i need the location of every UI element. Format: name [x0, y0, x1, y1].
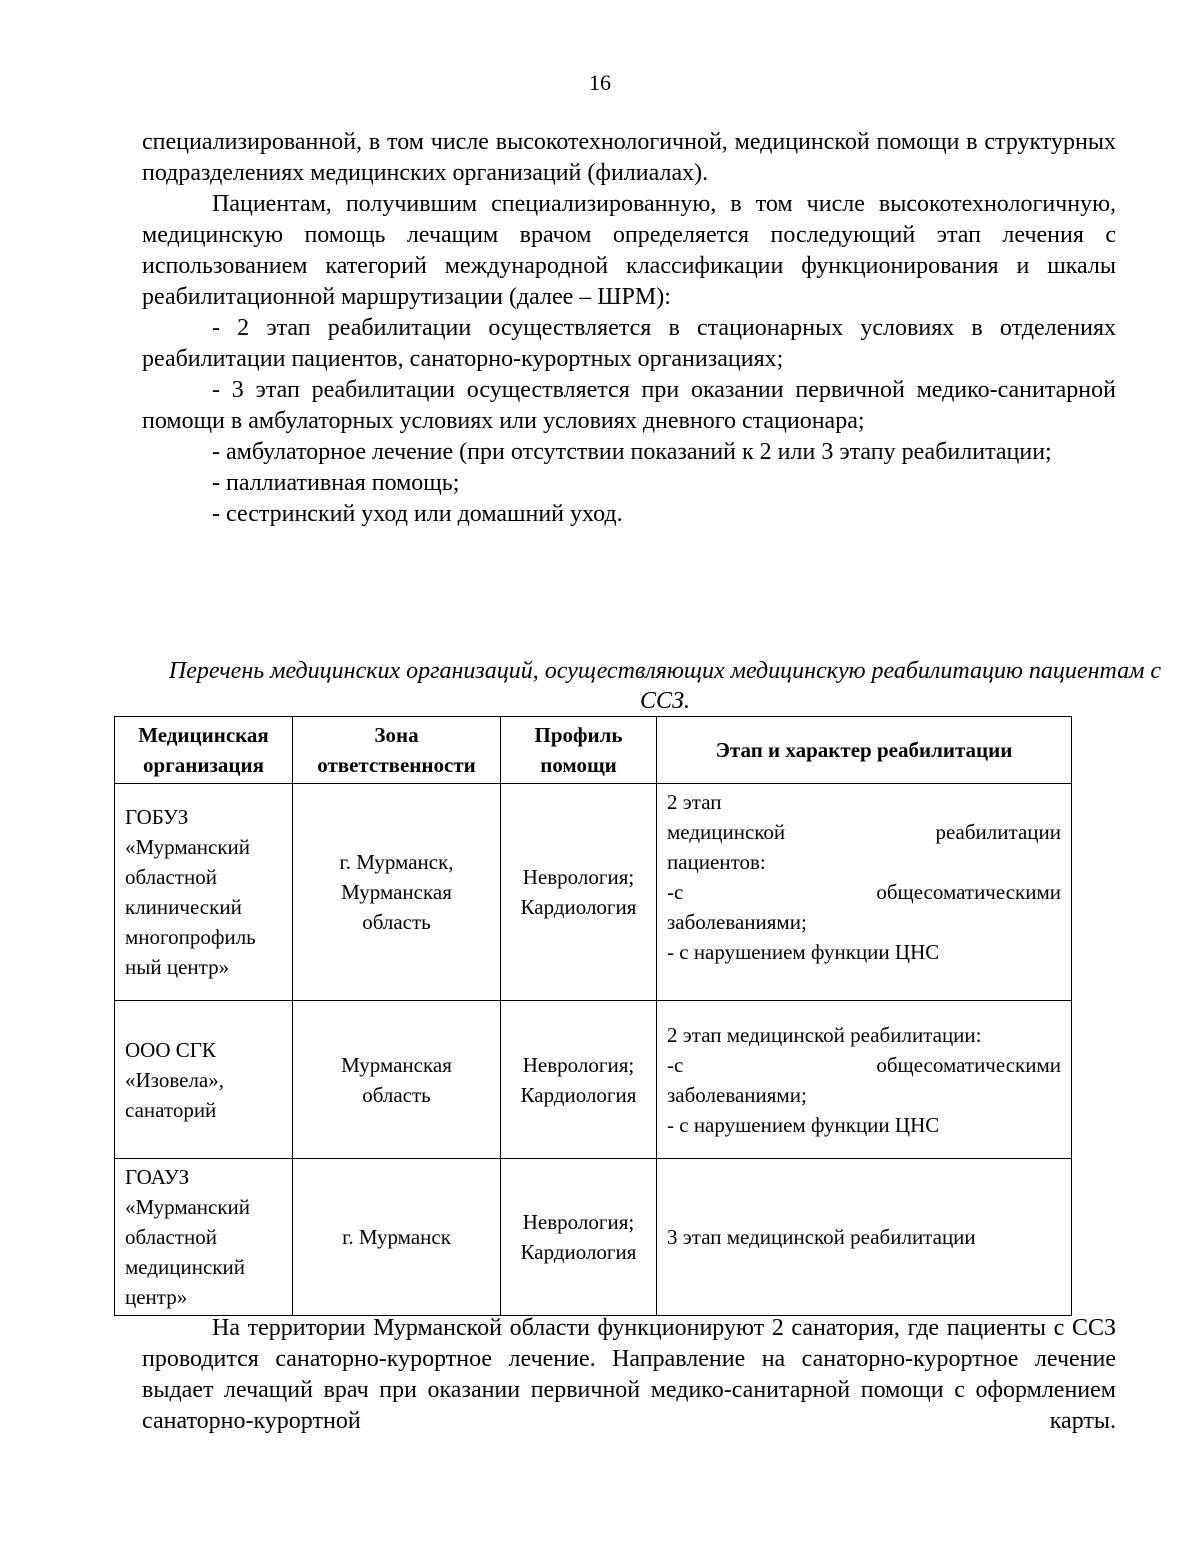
cell-profile [501, 784, 657, 1001]
cell-line: -с общесоматическими [667, 1052, 1061, 1077]
cell-line: область [362, 1082, 431, 1107]
cell-line: Неврология; [522, 1052, 635, 1077]
cell-line: Мурманская [341, 880, 452, 904]
list-item-nursing: - сестринский уход или домашний уход. [212, 501, 623, 527]
organizations-table [114, 716, 1072, 1316]
cell-profile [501, 1159, 657, 1316]
cell-line: Кардиология [520, 1240, 637, 1264]
cell-line: «Изовела», [125, 1067, 225, 1092]
cell-line: областной [125, 865, 217, 889]
cell-organization [115, 1159, 293, 1316]
cell-line: г. Мурманск, [339, 850, 454, 874]
cell-line: Неврология; [522, 865, 635, 889]
cell-line: ный центр» [125, 955, 230, 979]
cell-line: ГОБУЗ [125, 805, 189, 829]
cell-line: 2 этап [667, 790, 722, 814]
header-zone: Зона ответственности [293, 717, 501, 784]
cell-line: г. Мурманск [342, 1225, 451, 1249]
cell-line: «Мурманский [125, 835, 251, 859]
table-header-row [115, 717, 1072, 784]
cell-line: заболеваниями; [667, 910, 807, 934]
cell-zone [293, 1001, 501, 1159]
list-item-ambulatory: - амбулаторное лечение (при отсутствии показаний к 2 или 3 этапу реабилитации; [212, 439, 1052, 465]
table-row [115, 784, 1072, 1001]
cell-line: Кардиология [520, 1082, 637, 1107]
cell-line: Кардиология [520, 895, 637, 919]
paragraph-continuation: специализированной, в том числе высокотехнологичной, медицинской помощи в структурных подразделениях медицинских организаций (филиалах). [142, 129, 1116, 186]
cell-line: - с нарушением функции ЦНС [667, 940, 940, 964]
paragraph-patients: Пациентам, получившим специализированную, в том числе высокотехнологичную, медицинскую помощь лечащим врачом определяется последующий этап лечения с использованием категорий международной классификации функционирования и шкалы реабилитационной маршрутизации (далее – ШРМ): [142, 191, 1116, 310]
cell-line: санаторий [125, 1097, 217, 1122]
table-caption: Перечень медицинских организаций, осуществляющих медицинскую реабилитацию пациентам с ССЗ. [168, 658, 1162, 714]
cell-stage [657, 1159, 1072, 1316]
table-row [115, 1159, 1072, 1316]
header-profile: Профиль помощи [501, 717, 657, 784]
cell-line: 2 этап медицинской реабилитации: [667, 1022, 982, 1047]
header-organization: Медицинская организация [115, 717, 293, 784]
closing-text [142, 1313, 1116, 1437]
cell-zone [293, 784, 501, 1001]
cell-line: клинический [125, 895, 242, 919]
cell-stage [657, 1001, 1072, 1159]
list-item-palliative: - паллиативная помощь; [212, 470, 460, 496]
cell-line: Мурманская [341, 1052, 452, 1077]
cell-line: - с нарушением функции ЦНС [667, 1112, 940, 1137]
cell-line: область [362, 910, 431, 934]
cell-line: 3 этап медицинской реабилитации [667, 1225, 976, 1249]
paragraph-sanatoriums: На территории Мурманской области функционируют 2 санатория, где пациенты с ССЗ проводится санаторно-курортное лечение. Направление на санаторно-курортное лечение выдает лечащий врач при оказании первичной медико-санитарной помощи с оформлением санаторно-курортной карты. [142, 1315, 1116, 1434]
cell-line: -с общесоматическими [667, 880, 1061, 904]
cell-organization [115, 784, 293, 1001]
cell-line: центр» [125, 1285, 188, 1309]
cell-organization [115, 1001, 293, 1159]
cell-line: медицинской реабилитации [667, 820, 1061, 844]
header-stage: Этап и характер реабилитации [657, 717, 1072, 784]
list-item-stage-2: - 2 этап реабилитации осуществляется в стационарных условиях в отделениях реабилитации пациентов, санаторно-курортных организациях; [142, 315, 1116, 372]
cell-line: областной [125, 1225, 217, 1249]
cell-line: многопрофиль [125, 925, 256, 949]
table-row [115, 1001, 1072, 1159]
list-item-stage-3: - 3 этап реабилитации осуществляется при оказании первичной медико-санитарной помощи в амбулаторных условиях или условиях дневного стационара; [142, 377, 1116, 434]
cell-stage [657, 784, 1072, 1001]
cell-line: Неврология; [522, 1210, 635, 1234]
cell-zone [293, 1159, 501, 1316]
cell-line: пациентов: [667, 850, 766, 874]
cell-line: «Мурманский [125, 1195, 251, 1219]
page-number: 16 [589, 70, 611, 95]
cell-line: заболеваниями; [667, 1082, 807, 1107]
cell-profile [501, 1001, 657, 1159]
cell-line: медицинский [125, 1255, 245, 1279]
cell-line: ГОАУЗ [125, 1165, 190, 1189]
body-text [142, 127, 1116, 530]
cell-line: ООО СГК [125, 1037, 216, 1062]
